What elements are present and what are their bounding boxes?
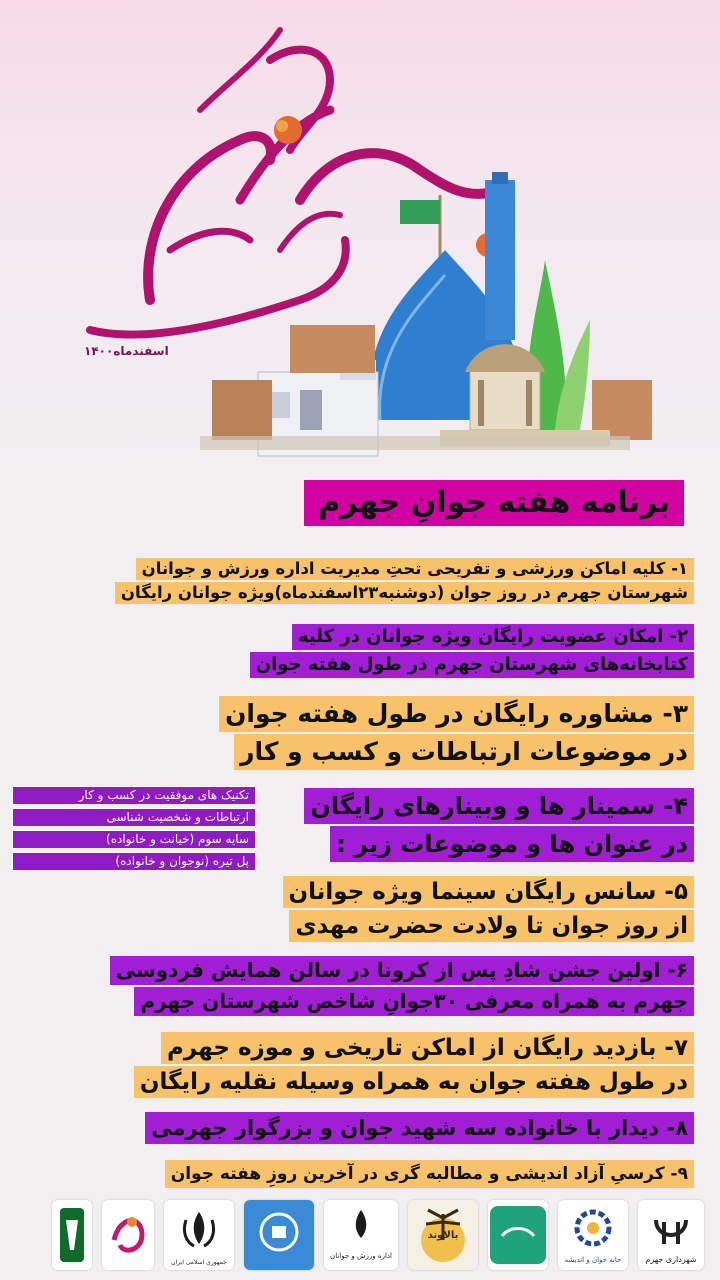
page-title: برنامه هفته جوانِ جهرم [304, 480, 684, 526]
islamic-republic-ministry-logo [164, 1200, 234, 1270]
item-6-line-2: جهرم به همراه معرفی ۳۰جوانِ شاخص شهرستان جهرم [134, 987, 694, 1016]
item-1-line-1: ۱- کلیه اماکن ورزشی و تفریحی تحتِ مدیریت اداره ورزش و جوانان [136, 558, 694, 580]
list-item-6 [110, 954, 694, 1016]
list-item-8 [145, 1110, 694, 1144]
list-item-4 [304, 786, 694, 862]
list-item-1 [115, 556, 694, 604]
item-2-line-2: کتابخانه‌های شهرستان جهرم در طول هفته جوان [250, 652, 694, 678]
item-7-line-2: در طول هفته جوان به همراه وسیله نقلیه رایگان [134, 1066, 694, 1098]
list-item-5 [283, 874, 695, 942]
jahrom-municipality-logo [638, 1200, 704, 1270]
sports-dept-logo-text: اداره ورزش و جوانان [330, 1252, 392, 1260]
seminar-topic-3: سایه سوم (خیانت و خانواده) [12, 830, 256, 849]
green-logo [488, 1200, 548, 1270]
hero-art [0, 0, 720, 470]
seminar-topic-4: پل تیره (نوجوان و خانواده) [12, 852, 256, 871]
date-label: اسفندماه۱۴۰۰ [84, 344, 169, 358]
sponsor-logos [48, 1196, 708, 1274]
ministry-logo-text: جمهوری اسلامی ایران [171, 1259, 227, 1266]
seminar-topic-2: ارتباطات و شخصیت شناسی [12, 808, 256, 827]
youth-house-logo-text: خانه جوان و اندیشه [564, 1256, 622, 1264]
list-item-7 [134, 1030, 694, 1098]
irgc-logo [52, 1200, 92, 1270]
list-item-2 [250, 622, 694, 678]
item-6-line-1: ۶- اولین جشن شادِ پس از کرونا در سالن همایش فردوسی [110, 956, 694, 985]
seminar-topics-box [12, 786, 256, 874]
municipality-logo-text: شهرداری جهرم [645, 1255, 697, 1264]
library-logo [244, 1200, 314, 1270]
item-8-line-1: ۸- دیدار با خانواده سه شهید جوان و بزرگوار جهرمی [145, 1112, 694, 1144]
sports-youth-dept-logo [324, 1200, 398, 1270]
item-5-line-2: از روز جوان تا ولادت حضرت مهدی [289, 910, 694, 942]
youth-house-logo [558, 1200, 628, 1270]
item-5-line-1: ۵- سانس رایگان سینما ویژه جوانان [283, 876, 695, 908]
item-2-line-1: ۲- امکان عضویت رایگان ویژه جوانان در کلیه [292, 624, 694, 650]
item-4-line-1: ۴- سمینار ها و وبینارهای رایگان [304, 788, 694, 824]
item-1-line-2: شهرستان جهرم در روز جوان (دوشنبه۲۳اسفندماه)ویژه جوانان رایگان [115, 582, 694, 604]
palm-logo-text: بالاوند [427, 1230, 459, 1241]
item-3-line-2: در موضوعات ارتباطات و کسب و کار [234, 734, 694, 770]
javani-logo [102, 1200, 154, 1270]
hero-illustration [0, 0, 720, 470]
seminar-topic-1: تکنیک های موفقیت در کسب و کار [12, 786, 256, 805]
list-item-3 [219, 694, 694, 770]
item-4-line-2: در عنوان ها و موضوعات زیر : [330, 826, 694, 862]
list-item-9 [165, 1158, 694, 1188]
palm-logo [408, 1200, 478, 1270]
item-7-line-1: ۷- بازدید رایگان از اماکن تاریخی و موزه جهرم [161, 1032, 694, 1064]
item-3-line-1: ۳- مشاوره رایگان در طول هفته جوان [219, 696, 694, 732]
item-9-line-1: ۹- کرسیِ آزاد اندیشی و مطالبه گری در آخرین روزِ هفته جوان [165, 1160, 694, 1188]
